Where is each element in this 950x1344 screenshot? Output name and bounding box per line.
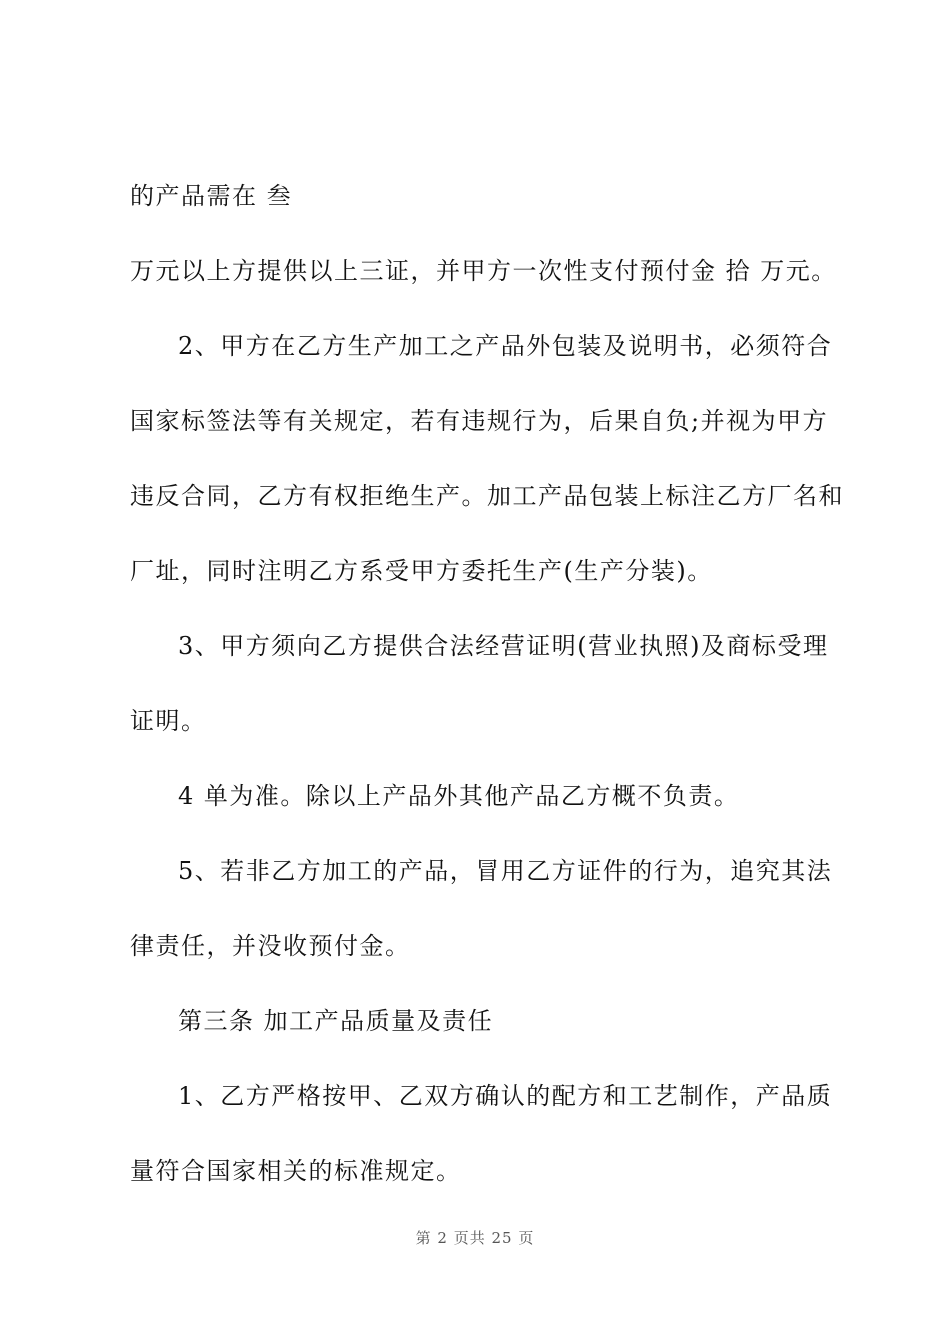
paragraph-item-2: 2、甲方在乙方生产加工之产品外包装及说明书，必须符合 [178, 332, 833, 360]
paragraph-item-5: 5、若非乙方加工的产品，冒用乙方证件的行为，追究其法 [178, 857, 833, 885]
text-line: 国家标签法等有关规定，若有违规行为，后果自负;并视为甲方 [130, 407, 829, 435]
page-number-footer: 第 2 页共 25 页 [415, 1229, 535, 1247]
text-line: 律责任，并没收预付金。 [130, 932, 411, 960]
text-line: 的产品需在 叁 [130, 182, 293, 210]
paragraph-item-1: 1、乙方严格按甲、乙双方确认的配方和工艺制作，产品质 [178, 1082, 833, 1110]
paragraph-item-4: 4 单为准。除以上产品外其他产品乙方概不负责。 [178, 782, 740, 810]
text-line: 万元以上方提供以上三证，并甲方一次性支付预付金 拾 万元。 [130, 257, 837, 285]
text-line: 违反合同，乙方有权拒绝生产。加工产品包装上标注乙方厂名和 [130, 482, 844, 510]
section-heading: 第三条 加工产品质量及责任 [178, 1007, 494, 1035]
paragraph-item-3: 3、甲方须向乙方提供合法经营证明(营业执照)及商标受理 [178, 632, 829, 660]
text-line: 量符合国家相关的标准规定。 [130, 1157, 462, 1185]
text-line: 厂址，同时注明乙方系受甲方委托生产(生产分装)。 [130, 557, 713, 585]
text-line: 证明。 [130, 707, 207, 735]
